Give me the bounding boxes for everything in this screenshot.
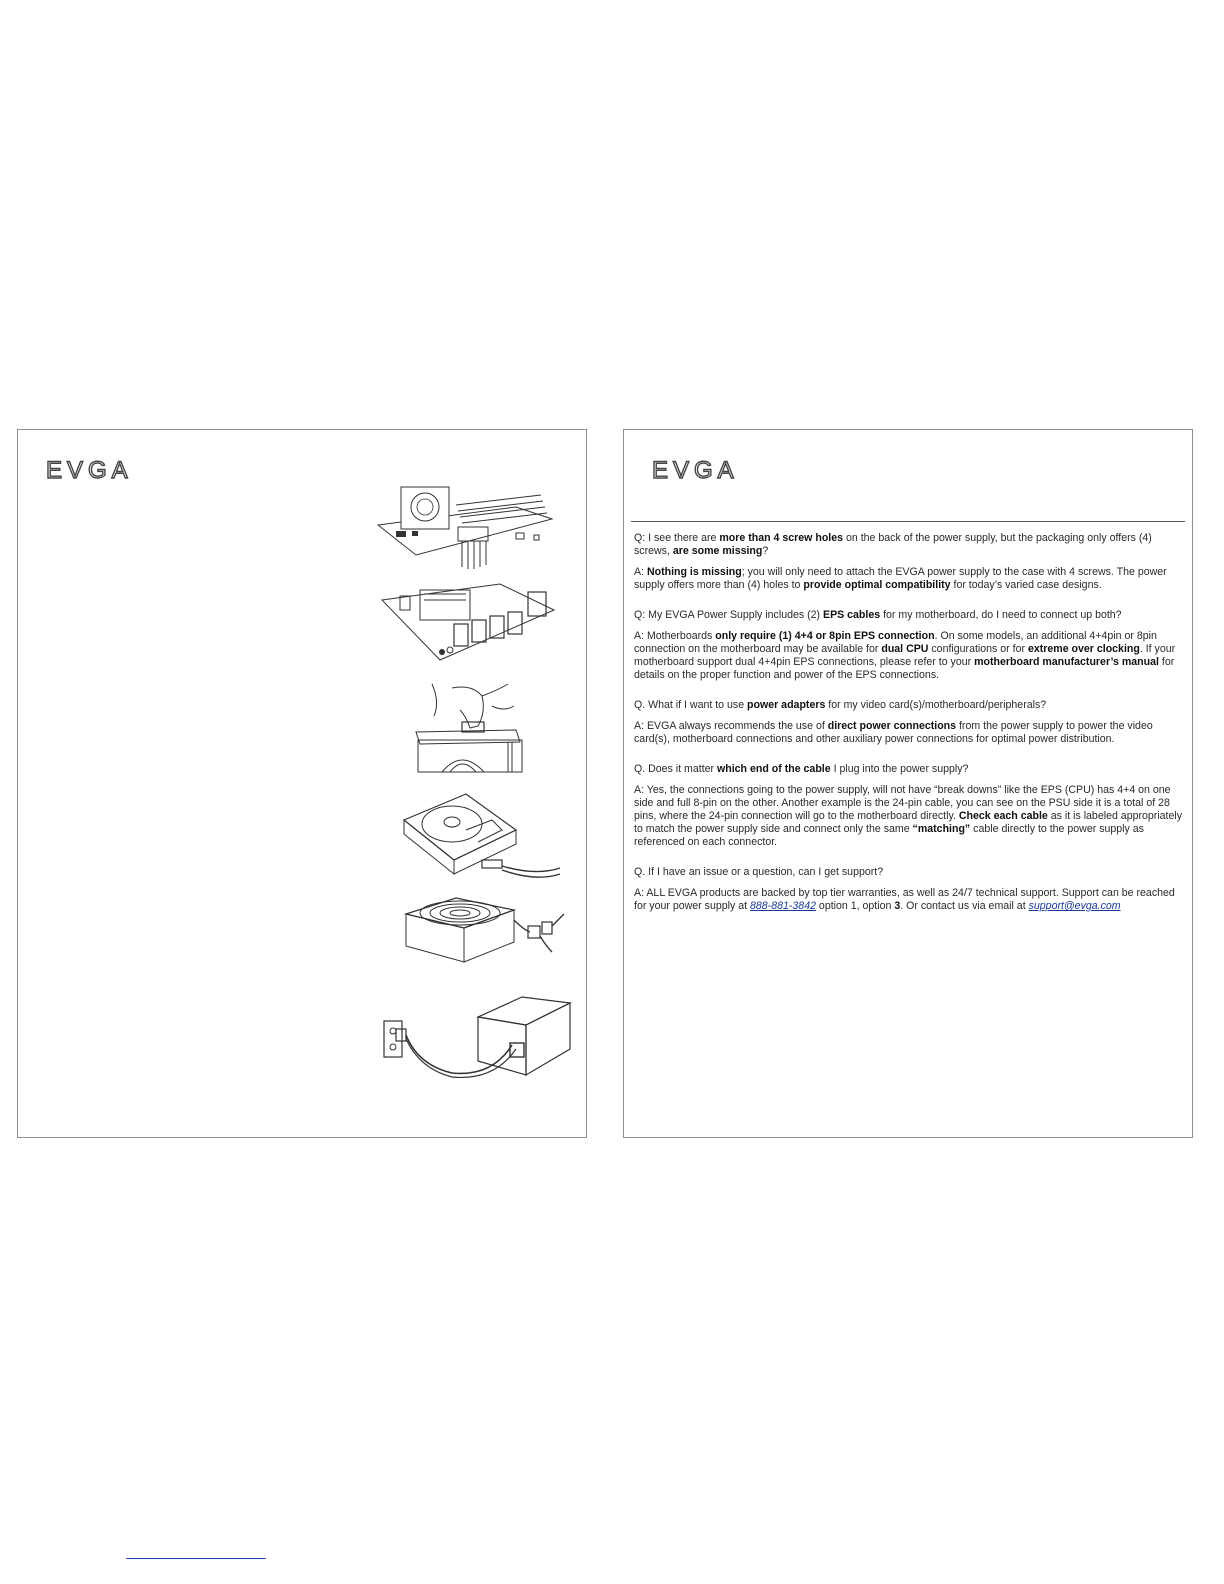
body-text: ?	[762, 545, 769, 557]
emphasis-text: “matching”	[912, 823, 971, 835]
emphasis-text: only require (1) 4+4 or 8pin EPS connection	[715, 630, 935, 642]
graphics-card-power-illustration	[412, 682, 524, 774]
body-text: A: EVGA always recommends the use of	[634, 720, 828, 732]
body-text: Q. What if I want to use	[634, 699, 748, 711]
faq-question	[634, 763, 1184, 776]
body-text: A: ALL EVGA products are backed by top tier warranties, as well as 24/7 technical support. Support can be reached for your power supply at	[634, 887, 1175, 912]
body-text: for details on the proper function and power of the EPS connections.	[634, 656, 1175, 681]
body-text: . On some models, an additional 4+4pin or 8pin connection on the motherboard may be available for	[634, 630, 1157, 655]
evga-logo-text: EVGA	[46, 457, 133, 481]
case-fan-molex-icon	[396, 890, 566, 970]
body-text: cable directly to the power supply as referenced on each connector.	[634, 823, 1144, 848]
left-page-panel	[17, 429, 587, 1138]
body-text: A: Yes, the connections going to the power supply, will not have “break downs” like the EPS (CPU) has 4+4 on one side and full 8-pin on the other. Another example is the 24-pin cable, you can see on the PSU side it is a total of 28 pins, where the 24-pin connection will go to the motherboard directly.	[634, 784, 1171, 822]
support-phone-link[interactable]: 888-881-3842	[750, 900, 816, 912]
body-text: . If your motherboard support dual 4+4pin EPS connections, please refer to your	[634, 643, 1176, 668]
motherboard-pcie-connector-illustration	[380, 580, 556, 664]
body-text: A:	[634, 566, 647, 578]
faq-answer	[634, 630, 1184, 682]
hard-drive-sata-icon	[396, 790, 562, 896]
faq-question	[634, 532, 1184, 558]
body-text: . Or contact us via email at	[900, 900, 1029, 912]
footer-link-underline	[126, 1558, 266, 1559]
evga-logo	[46, 457, 142, 481]
faq-question	[634, 609, 1184, 622]
emphasis-text: which end of the cable	[717, 763, 831, 775]
body-text: on the back of the power supply, but the packaging only offers (4) screws,	[634, 532, 1152, 557]
motherboard-atx-connector-illustration	[376, 485, 554, 570]
body-text: Q. If I have an issue or a question, can I get support?	[634, 866, 884, 878]
faq-answer	[634, 784, 1184, 849]
wall-outlet-power-cord-illustration	[382, 995, 572, 1079]
emphasis-text: motherboard manufacturer’s manual	[974, 656, 1159, 668]
case-fan-molex-illustration	[396, 890, 566, 970]
evga-logo	[652, 457, 748, 481]
body-text: from the power supply to power the video card(s), motherboard connections and other auxiliary power connections for optimal power distribution.	[634, 720, 1153, 745]
emphasis-text: EPS cables	[823, 609, 881, 621]
emphasis-text: Check each cable	[958, 810, 1048, 822]
faq-answer	[634, 720, 1184, 746]
body-text: A: Motherboards	[634, 630, 716, 642]
motherboard-atx-connector-icon	[376, 485, 554, 570]
graphics-card-power-icon	[412, 682, 524, 774]
body-text: configurations or for	[928, 643, 1028, 655]
support-email-link[interactable]: support@evga.com	[1028, 900, 1121, 912]
emphasis-text: Nothing is missing	[646, 566, 742, 578]
body-text: option 1, option	[815, 900, 895, 912]
faq-answer	[634, 887, 1184, 913]
body-text: Q: I see there are	[634, 532, 720, 544]
emphasis-text: dual CPU	[881, 643, 929, 655]
body-text: for my video card(s)/motherboard/peripherals?	[825, 699, 1047, 711]
faq-question	[634, 866, 1184, 879]
emphasis-text: are some missing	[672, 545, 763, 557]
header-divider	[631, 521, 1185, 522]
faq-question	[634, 699, 1184, 712]
body-text: as it is labeled appropriately to match the power supply side and connect only the same	[634, 810, 1183, 835]
body-text: for my motherboard, do I need to connect up both?	[880, 609, 1122, 621]
right-page-panel	[623, 429, 1193, 1138]
faq-answer	[634, 566, 1184, 592]
body-text: I plug into the power supply?	[830, 763, 969, 775]
hard-drive-sata-illustration	[396, 790, 562, 896]
emphasis-text: more than 4 screw holes	[719, 532, 844, 544]
body-text: ; you will only need to attach the EVGA power supply to the case with 4 screws. The power supply offers more than (4) holes to	[634, 566, 1167, 591]
body-text: for today’s varied case designs.	[950, 579, 1102, 591]
wall-outlet-power-cord-icon	[382, 995, 572, 1079]
emphasis-text: 3	[894, 900, 901, 912]
emphasis-text: power adapters	[747, 699, 826, 711]
motherboard-pcie-connector-icon	[380, 580, 556, 664]
emphasis-text: provide optimal compatibility	[803, 579, 951, 591]
evga-logo-text: EVGA	[652, 457, 739, 481]
emphasis-text: extreme over clocking	[1027, 643, 1140, 655]
faq-list	[634, 532, 1184, 930]
emphasis-text: direct power connections	[827, 720, 957, 732]
body-text: Q: My EVGA Power Supply includes (2)	[634, 609, 823, 621]
body-text: Q. Does it matter	[634, 763, 718, 775]
